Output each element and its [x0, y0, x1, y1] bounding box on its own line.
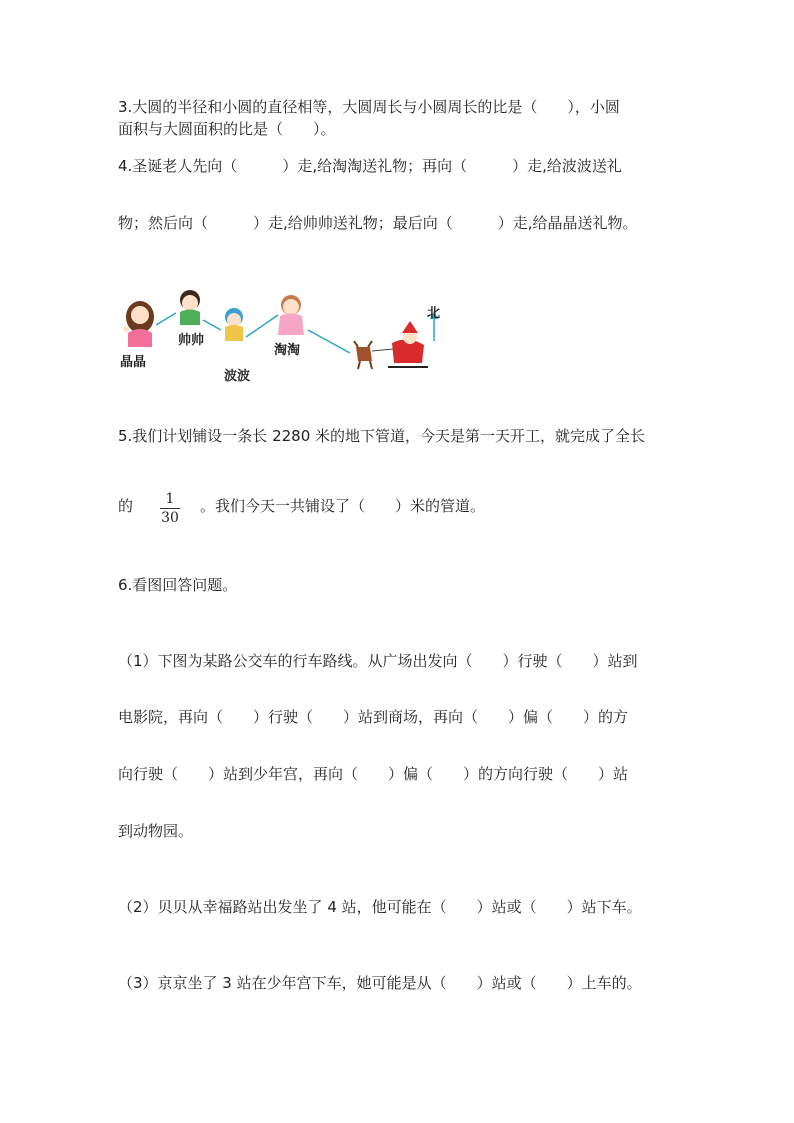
- route-drawing: [118, 285, 458, 385]
- santa-route-figure: [118, 285, 458, 385]
- label-taotao: 淘淘: [274, 343, 301, 358]
- route-line-taotao-santa: [308, 330, 350, 353]
- q6-part3: （3）京京坐了 3 站在少年宫下车，她可能是从（ ）站或（ ）上车的。: [118, 974, 642, 992]
- label-shuaishuai: 帅帅: [178, 333, 205, 348]
- q6-title: 6.看图回答问题。: [118, 576, 238, 594]
- q6-part1-line-3: 向行驶（ ）站到少年宫，再向（ ）偏（ ）的方向行驶（ ）站: [118, 765, 629, 783]
- q3-line-2: 面积与大圆面积的比是（ ）。: [118, 120, 336, 138]
- fraction-numerator: 1: [165, 491, 175, 507]
- route-line-bobo-taotao: [246, 315, 278, 337]
- santa-sleigh-figure: [354, 321, 428, 369]
- q6-part1-line-2: 电影院，再向（ ）行驶（ ）站到商场，再向（ ）偏（ ）的方: [118, 708, 629, 726]
- route-line-jingjing-shuaishuai: [156, 313, 176, 325]
- q4-line-2: 物；然后向（ ）走,给帅帅送礼物；最后向（ ）走,给晶晶送礼物。: [118, 214, 638, 232]
- label-bobo: 波波: [224, 369, 251, 384]
- shuaishuai-figure: [180, 290, 200, 325]
- q5-line-1: 5.我们计划铺设一条长 2280 米的地下管道，今天是第一天开工，就完成了全长: [118, 427, 646, 445]
- fraction-denominator: 30: [161, 510, 179, 526]
- q4-line-1: 4.圣诞老人先向（ ）走,给淘淘送礼物；再向（ ）走,给波波送礼: [118, 157, 622, 175]
- q5-line-2-suffix: 。我们今天一共铺设了（ ）米的管道。: [200, 497, 486, 515]
- q3-line-1: 3.大圆的半径和小圆的直径相等，大圆周长与小圆周长的比是（ ），小圆: [118, 98, 620, 116]
- fraction-one-thirtieth: [160, 491, 180, 526]
- label-north: 北: [427, 306, 441, 321]
- q6-part1-line-4: 到动物园。: [118, 822, 194, 840]
- q6-part2: （2）贝贝从幸福路站出发坐了 4 站，他可能在（ ）站或（ ）站下车。: [118, 898, 642, 916]
- taotao-figure: [278, 295, 304, 335]
- fraction-bar: [160, 508, 180, 509]
- bobo-figure: [225, 308, 243, 341]
- q6-part1-line-1: （1）下图为某路公交车的行车路线。从广场出发向（ ）行驶（ ）站到: [118, 652, 638, 670]
- q5-line-2-prefix: 的: [118, 497, 134, 515]
- route-line-shuaishuai-bobo: [203, 320, 221, 330]
- label-jingjing: 晶晶: [120, 355, 147, 370]
- jingjing-figure: [123, 301, 154, 347]
